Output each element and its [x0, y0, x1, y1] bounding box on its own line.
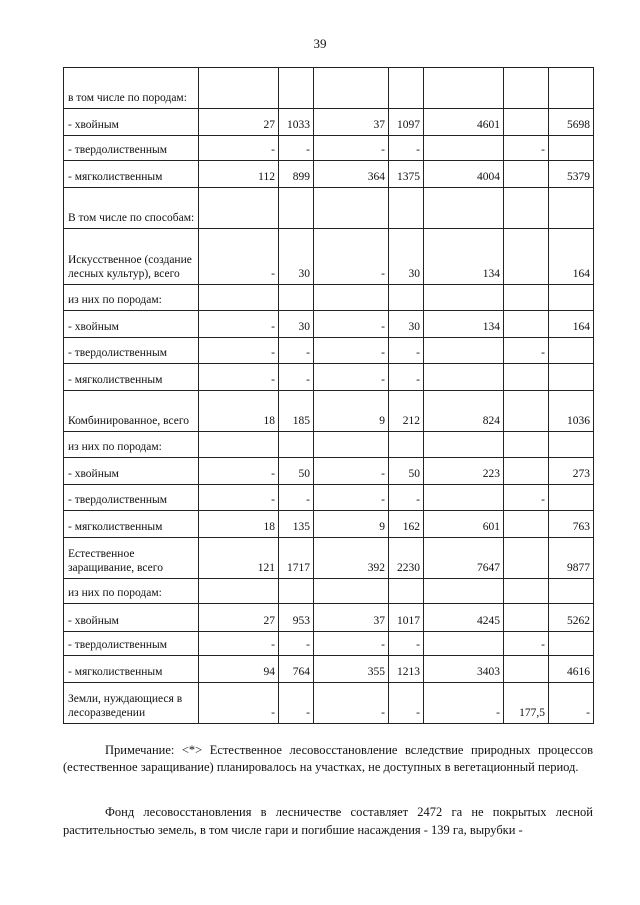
table-cell: - — [424, 683, 504, 724]
row-label: Комбинированное, всего — [64, 391, 199, 432]
table-cell: 121 — [199, 538, 279, 579]
row-label: из них по породам: — [64, 579, 199, 604]
row-label: из них по породам: — [64, 285, 199, 311]
row-label: Искусственное (создание лесных культур), всего — [64, 229, 199, 285]
table-cell: - — [389, 364, 424, 391]
table-row — [64, 432, 594, 458]
table-cell: 899 — [279, 161, 314, 188]
table-cell: - — [199, 311, 279, 338]
table-cell: 112 — [199, 161, 279, 188]
table-cell: 30 — [389, 229, 424, 285]
table-cell — [549, 188, 594, 229]
row-label: В том числе по способам: — [64, 188, 199, 229]
paragraph-text: Фонд лесовосстановления в лесничестве составляет 2472 га не покрытых лесной растительностью земель, в том числе гари и погибшие насаждения - 139 га, вырубки - — [63, 805, 593, 837]
table-row — [64, 538, 594, 579]
table-cell — [314, 188, 389, 229]
table-cell: 1375 — [389, 161, 424, 188]
table-cell: 30 — [279, 229, 314, 285]
table-cell: 5262 — [549, 604, 594, 632]
table-cell: 18 — [199, 511, 279, 538]
table-cell — [504, 538, 549, 579]
table-cell: 27 — [199, 109, 279, 136]
table-cell: 50 — [389, 458, 424, 485]
row-label: Естественное заращивание, всего — [64, 538, 199, 579]
table-cell: - — [199, 458, 279, 485]
table-cell — [424, 579, 504, 604]
table-cell: 135 — [279, 511, 314, 538]
table-cell: - — [279, 485, 314, 511]
table-cell — [389, 68, 424, 109]
row-label: - мягколиственным — [64, 161, 199, 188]
table-cell — [549, 432, 594, 458]
table-cell: 1213 — [389, 656, 424, 683]
table-cell: - — [199, 485, 279, 511]
table-cell — [549, 364, 594, 391]
table-cell: - — [389, 485, 424, 511]
table-cell — [549, 632, 594, 656]
table-cell — [504, 656, 549, 683]
table-cell: 37 — [314, 109, 389, 136]
table-cell: 37 — [314, 604, 389, 632]
table-cell: - — [279, 632, 314, 656]
table-cell — [314, 68, 389, 109]
table-row — [64, 68, 594, 109]
row-label: - мягколиственным — [64, 511, 199, 538]
table-cell — [504, 458, 549, 485]
table-cell: 223 — [424, 458, 504, 485]
table-cell: - — [314, 136, 389, 161]
table-cell — [314, 432, 389, 458]
table-row — [64, 188, 594, 229]
table-cell: - — [549, 683, 594, 724]
table-cell: - — [314, 364, 389, 391]
table-row — [64, 632, 594, 656]
table-row — [64, 136, 594, 161]
table-cell: - — [279, 683, 314, 724]
table-cell — [504, 68, 549, 109]
table-row — [64, 683, 594, 724]
table-row — [64, 364, 594, 391]
table-cell — [199, 579, 279, 604]
table-cell: - — [314, 311, 389, 338]
table-cell — [549, 579, 594, 604]
row-label: - твердолиственным — [64, 632, 199, 656]
table-cell: 212 — [389, 391, 424, 432]
table-cell: - — [389, 338, 424, 364]
table-cell: 273 — [549, 458, 594, 485]
table-cell: 1097 — [389, 109, 424, 136]
table-cell: 3403 — [424, 656, 504, 683]
table-cell — [424, 432, 504, 458]
table-cell: 1036 — [549, 391, 594, 432]
table-cell: 4004 — [424, 161, 504, 188]
row-label: из них по породам: — [64, 432, 199, 458]
table-cell — [279, 188, 314, 229]
table-cell: 134 — [424, 229, 504, 285]
reforestation-table — [63, 67, 594, 724]
table-cell: 94 — [199, 656, 279, 683]
table-cell: - — [504, 632, 549, 656]
table-cell: - — [314, 683, 389, 724]
table-cell — [389, 579, 424, 604]
table-cell — [279, 432, 314, 458]
table-cell — [504, 432, 549, 458]
table-cell — [424, 285, 504, 311]
row-label: - мягколиственным — [64, 656, 199, 683]
row-label: - хвойным — [64, 604, 199, 632]
table-cell: 134 — [424, 311, 504, 338]
table-cell — [314, 579, 389, 604]
table-row — [64, 311, 594, 338]
table-cell: 9 — [314, 511, 389, 538]
table-cell — [314, 285, 389, 311]
table-cell — [549, 285, 594, 311]
table-cell — [504, 285, 549, 311]
table-cell: - — [314, 632, 389, 656]
table-row — [64, 656, 594, 683]
table-cell: - — [279, 338, 314, 364]
table-cell — [504, 604, 549, 632]
table-cell — [504, 579, 549, 604]
table-cell: - — [389, 136, 424, 161]
table-cell: 9 — [314, 391, 389, 432]
table-cell: - — [279, 136, 314, 161]
table-cell: 364 — [314, 161, 389, 188]
table-cell: 1033 — [279, 109, 314, 136]
table-row — [64, 161, 594, 188]
table-cell: 164 — [549, 229, 594, 285]
table-cell — [199, 68, 279, 109]
table-cell: 601 — [424, 511, 504, 538]
table-cell: 953 — [279, 604, 314, 632]
table-cell — [279, 285, 314, 311]
table-cell: - — [199, 683, 279, 724]
table-row — [64, 229, 594, 285]
table-row — [64, 604, 594, 632]
table-cell: 9877 — [549, 538, 594, 579]
table-cell: - — [199, 229, 279, 285]
table-cell: 5379 — [549, 161, 594, 188]
table-cell — [389, 285, 424, 311]
row-label: - твердолиственным — [64, 136, 199, 161]
table-cell: 27 — [199, 604, 279, 632]
table-cell: - — [314, 338, 389, 364]
body-paragraph — [63, 803, 593, 839]
table-cell — [504, 311, 549, 338]
table-cell: 164 — [549, 311, 594, 338]
table-cell — [504, 511, 549, 538]
note-text: Примечание: <*> Естественное лесовосстановление вследствие природных процессов (естественное заращивание) планировалось на участках, не доступных в вегетационный период. — [63, 743, 593, 774]
table-cell: 177,5 — [504, 683, 549, 724]
row-label: в том числе по породам: — [64, 68, 199, 109]
table-cell: 4601 — [424, 109, 504, 136]
table-row — [64, 391, 594, 432]
table-cell: 824 — [424, 391, 504, 432]
table-cell: - — [199, 364, 279, 391]
table-row — [64, 285, 594, 311]
table-cell — [549, 485, 594, 511]
table-cell: - — [389, 683, 424, 724]
table-cell: 2230 — [389, 538, 424, 579]
table-cell — [389, 188, 424, 229]
row-label: - твердолиственным — [64, 485, 199, 511]
table-cell — [504, 391, 549, 432]
table-row — [64, 109, 594, 136]
table-cell: - — [279, 364, 314, 391]
row-label: - мягколиственным — [64, 364, 199, 391]
table-cell — [504, 229, 549, 285]
table-cell: 1717 — [279, 538, 314, 579]
row-label: - твердолиственным — [64, 338, 199, 364]
table-cell — [504, 109, 549, 136]
table-row — [64, 338, 594, 364]
table-cell — [389, 432, 424, 458]
row-label: Земли, нуждающиеся в лесоразведении — [64, 683, 199, 724]
table-cell: - — [504, 136, 549, 161]
table-cell: 4616 — [549, 656, 594, 683]
table-cell — [504, 188, 549, 229]
table-cell: - — [199, 632, 279, 656]
table-cell — [279, 68, 314, 109]
table-cell: 392 — [314, 538, 389, 579]
table-cell: - — [314, 458, 389, 485]
table-cell: - — [504, 338, 549, 364]
row-label: - хвойным — [64, 458, 199, 485]
table-cell — [424, 136, 504, 161]
table-cell: 30 — [279, 311, 314, 338]
table-cell — [424, 485, 504, 511]
table-cell — [424, 364, 504, 391]
table-cell — [504, 364, 549, 391]
table-cell: - — [314, 229, 389, 285]
table-cell — [424, 632, 504, 656]
table-cell — [199, 432, 279, 458]
table-cell: - — [314, 485, 389, 511]
table-cell: - — [199, 338, 279, 364]
table-row — [64, 485, 594, 511]
table-cell — [424, 338, 504, 364]
table-cell: 162 — [389, 511, 424, 538]
table-cell: 764 — [279, 656, 314, 683]
table-cell: 355 — [314, 656, 389, 683]
table-cell: 7647 — [424, 538, 504, 579]
table-row — [64, 511, 594, 538]
table-cell: 18 — [199, 391, 279, 432]
table-cell — [549, 338, 594, 364]
table-cell: 30 — [389, 311, 424, 338]
table-cell — [424, 188, 504, 229]
table-cell: 763 — [549, 511, 594, 538]
table-cell: 5698 — [549, 109, 594, 136]
table-cell: - — [389, 632, 424, 656]
table-cell: 50 — [279, 458, 314, 485]
table-cell — [549, 136, 594, 161]
table-cell: - — [504, 485, 549, 511]
table-cell: 185 — [279, 391, 314, 432]
table-cell: 1017 — [389, 604, 424, 632]
table-cell: - — [199, 136, 279, 161]
row-label: - хвойным — [64, 109, 199, 136]
table-row — [64, 579, 594, 604]
page-number: 39 — [313, 36, 327, 51]
table-cell — [199, 285, 279, 311]
table-row — [64, 458, 594, 485]
table-cell — [199, 188, 279, 229]
table-note — [63, 742, 593, 776]
table-cell — [549, 68, 594, 109]
table-cell: 4245 — [424, 604, 504, 632]
table-cell — [279, 579, 314, 604]
table-cell — [424, 68, 504, 109]
row-label: - хвойным — [64, 311, 199, 338]
table-cell — [504, 161, 549, 188]
